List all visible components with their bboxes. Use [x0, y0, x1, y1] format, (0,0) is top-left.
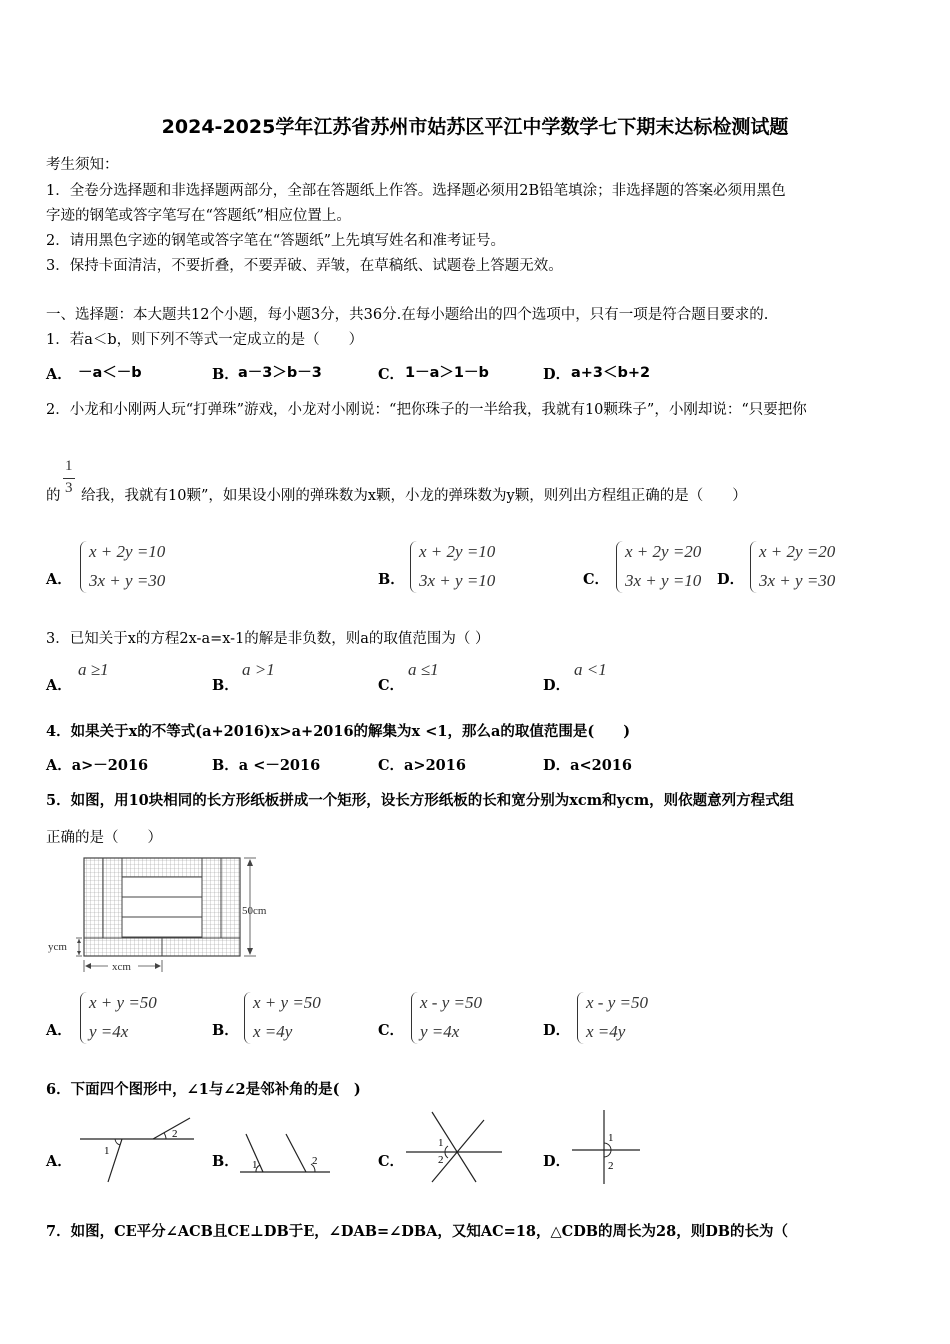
q2-option-d-label: D． [717, 571, 745, 588]
q2-option-a-brace [80, 541, 87, 593]
q5-option-b-eq2: x =4y [253, 1022, 293, 1041]
q1-option-b-label: B． [212, 366, 239, 383]
q6-figure-c [404, 1110, 504, 1185]
q6-figure-b [236, 1130, 336, 1180]
q5-option-a-brace [80, 992, 87, 1044]
q2-fraction-denominator: 3 [65, 480, 73, 496]
q5-option-a-eq2: y =4x [89, 1022, 129, 1041]
q2-line-2-post: 给我，我就有10颗”，如果设小刚的弹珠数为x颗，小龙的弹珠数为y颗，则列出方程组正确的是（ ） [81, 488, 747, 504]
q1-option-a-label: A． [46, 366, 72, 383]
q3-option-a: a ≥1 [78, 660, 109, 679]
q5-label-ycm: ycm [48, 941, 67, 953]
q4-option-b: B．a <－2016 [212, 757, 321, 774]
q6-c-angle-1: 1 [438, 1137, 444, 1149]
notice-heading: 考生须知： [46, 157, 119, 173]
q2-option-a-label: A． [46, 571, 72, 588]
notice-line-2: 2．请用黑色字迹的钢笔或答字笔在“答题纸”上先填写姓名和准考证号。 [46, 233, 506, 249]
q5-option-d-eq2: x =4y [586, 1022, 626, 1041]
q6-option-b-label: B． [212, 1153, 239, 1170]
q5-option-c-eq2: y =4x [420, 1022, 460, 1041]
notice-line-3: 3．保持卡面清洁，不要折叠，不要弄破、弄皱，在草稿纸、试题卷上答题无效。 [46, 258, 563, 274]
q6-option-d-label: D． [543, 1153, 571, 1170]
q5-option-b-eq1: x + y =50 [253, 993, 321, 1012]
q5-option-a-eq1: x + y =50 [89, 993, 157, 1012]
q2-fraction-bar [63, 478, 75, 479]
q2-option-c-brace [616, 541, 623, 593]
q3-option-d-label: D． [543, 677, 571, 694]
q4-option-c: C．a>2016 [378, 757, 466, 774]
section-heading: 一、选择题：本大题共12个小题，每小题3分，共36分.在每小题给出的四个选项中，只有一项是符合题目要求的. [46, 307, 769, 323]
q2-option-b-eq1: x + 2y =10 [419, 542, 496, 561]
q3-option-a-label: A． [46, 677, 72, 694]
q6-figure-a [78, 1110, 198, 1185]
page-title: 2024-2025学年江苏省苏州市姑苏区平江中学数学七下期末达标检测试题 [161, 116, 789, 138]
q2-option-a-eq2: 3x + y =30 [89, 571, 166, 590]
q2-option-b-brace [410, 541, 417, 593]
q7-stem: 7．如图，CE平分∠ACB且CE⊥DB于E，∠DAB=∠DBA，又知AC=18，△CDB的周长为28，则DB的长为（ [46, 1223, 789, 1240]
q4-option-a: A．a>－2016 [46, 757, 149, 774]
q2-option-c-label: C． [583, 571, 610, 588]
q6-option-a-label: A． [46, 1153, 72, 1170]
q5-option-d-label: D． [543, 1022, 571, 1039]
q6-d-angle-1: 1 [608, 1132, 614, 1144]
q3-option-d: a <1 [574, 660, 607, 679]
q5-option-c-label: C． [378, 1022, 405, 1039]
q2-option-d-eq1: x + 2y =20 [759, 542, 836, 561]
q6-c-angle-2: 2 [438, 1154, 444, 1166]
q5-option-d-eq1: x - y =50 [586, 993, 648, 1012]
q5-option-b-brace [244, 992, 251, 1044]
q1-option-b: a－3＞b－3 [238, 365, 322, 381]
q5-line-1: 5．如图，用10块相同的长方形纸板拼成一个矩形，设长方形纸板的长和宽分别为xcm和ycm，则依题意列方程式组 [46, 792, 795, 809]
q5-label-xcm: xcm [112, 961, 131, 973]
q3-option-c: a ≤1 [408, 660, 439, 679]
q2-option-d-brace [750, 541, 757, 593]
q6-b-angle-1: 1 [252, 1159, 258, 1171]
q6-d-angle-2: 2 [608, 1160, 614, 1172]
q5-option-a-label: A． [46, 1022, 72, 1039]
q2-line-1: 2．小龙和小刚两人玩“打弹珠”游戏，小龙对小刚说：“把你珠子的一半给我，我就有10颗珠子”，小刚却说：“只要把你 [46, 402, 807, 418]
q5-line-2: 正确的是（ ） [46, 830, 162, 846]
q6-stem: 6．下面四个图形中，∠1与∠2是邻补角的是( ) [46, 1081, 361, 1098]
q2-option-b-label: B． [378, 571, 405, 588]
notice-line-1b: 字迹的钢笔或答字笔写在“答题纸”相应位置上。 [46, 208, 351, 224]
q2-option-b-eq2: 3x + y =10 [419, 571, 496, 590]
q5-option-d-brace [577, 992, 584, 1044]
q1-option-c: 1－a＞1－b [405, 365, 489, 381]
q1-stem: 1．若a＜b，则下列不等式一定成立的是（ ） [46, 332, 364, 348]
q1-option-d: a+3＜b+2 [571, 365, 651, 381]
q2-option-c-eq2: 3x + y =10 [625, 571, 702, 590]
q1-option-d-label: D． [543, 366, 571, 383]
q6-figure-d [570, 1108, 645, 1186]
q3-option-b: a >1 [242, 660, 275, 679]
q3-stem: 3．已知关于x的方程2x-a=x-1的解是非负数，则a的取值范围为（ ） [46, 631, 490, 647]
q6-option-c-label: C． [378, 1153, 405, 1170]
q3-option-c-label: C． [378, 677, 405, 694]
q2-option-d-eq2: 3x + y =30 [759, 571, 836, 590]
q3-option-b-label: B． [212, 677, 239, 694]
q5-label-50cm: 50cm [242, 905, 267, 917]
q4-option-d: D．a<2016 [543, 757, 632, 774]
q6-b-angle-2: 2 [312, 1155, 318, 1167]
q1-option-c-label: C． [378, 366, 405, 383]
q5-rectangle-figure [46, 852, 286, 977]
q5-option-c-eq1: x - y =50 [420, 993, 482, 1012]
q5-option-c-brace [411, 992, 418, 1044]
q6-a-angle-1: 1 [104, 1145, 110, 1157]
notice-line-1a: 1．全卷分选择题和非选择题两部分，全部在答题纸上作答。选择题必须用2B铅笔填涂；非选择题的答案必须用黑色 [46, 183, 786, 199]
q2-line-2-pre: 的 [46, 488, 61, 504]
q5-option-b-label: B． [212, 1022, 239, 1039]
q2-option-a-eq1: x + 2y =10 [89, 542, 166, 561]
q6-a-angle-2: 2 [172, 1128, 178, 1140]
q2-option-c-eq1: x + 2y =20 [625, 542, 702, 561]
q4-stem: 4．如果关于x的不等式(a+2016)x>a+2016的解集为x <1，那么a的取值范围是( ) [46, 723, 631, 740]
q1-option-a: －a＜－b [78, 365, 142, 381]
q2-fraction-numerator: 1 [65, 458, 73, 474]
